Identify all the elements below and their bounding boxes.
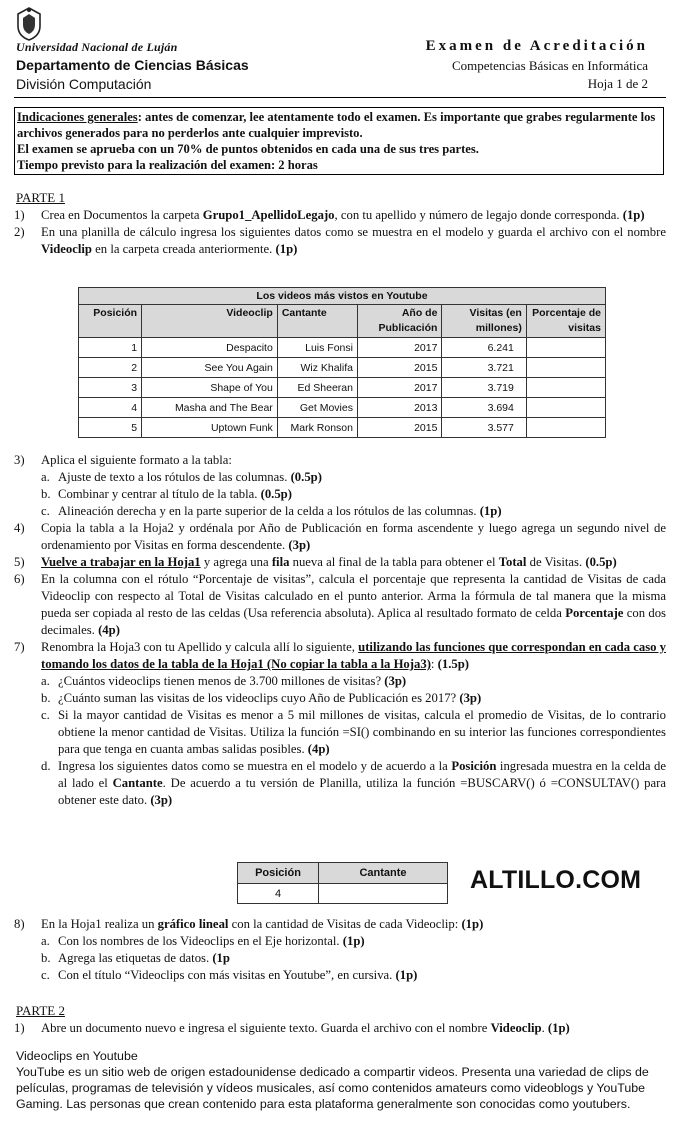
q4-points: (3p) bbox=[288, 538, 311, 552]
q7b-text: ¿Cuánto suman las visitas de los videoclips cuyo Año de Publicación es 2017? bbox=[58, 691, 460, 705]
col-header: Cantante bbox=[319, 863, 448, 884]
q7-points: (1.5p) bbox=[437, 657, 469, 671]
question-7d bbox=[14, 758, 666, 809]
q7c-points: (4p) bbox=[307, 742, 330, 756]
question-3 bbox=[14, 452, 666, 469]
table-cell: 3.721 bbox=[442, 358, 526, 378]
col-header: Cantante bbox=[277, 305, 357, 338]
q5-text3: de Visitas. bbox=[526, 555, 586, 569]
q8-text: En la Hoja1 realiza un bbox=[41, 917, 158, 931]
col-header: Año de Publicación bbox=[357, 305, 441, 338]
col-header: Visitas (en millones) bbox=[442, 305, 526, 338]
question-3b bbox=[14, 486, 666, 503]
q4-number: 4) bbox=[14, 521, 25, 535]
lookup-table bbox=[237, 862, 448, 904]
q7-underlined: utilizando las funciones que correspondan en cada caso y tomando los datos de la tabla de la Hoja1 (No copiar la tabla a la Hoja3) bbox=[41, 640, 667, 671]
q7-number: 7) bbox=[14, 640, 25, 654]
q8-points: (1p) bbox=[461, 917, 484, 931]
table-cell: 4 bbox=[238, 884, 319, 904]
exam-title: Examen de Acreditación bbox=[425, 38, 648, 54]
q7b-points: (3p) bbox=[459, 691, 482, 705]
q2-text2: en la carpeta creada anteriormente. bbox=[92, 242, 276, 256]
q2-text: En una planilla de cálculo ingresa los siguientes datos como se muestra en el modelo y guarda el archivo con el nombre bbox=[41, 225, 666, 239]
question-8a bbox=[14, 933, 666, 950]
table-cell: Get Movies bbox=[277, 398, 357, 418]
table-row bbox=[79, 338, 606, 358]
sample-text-title: Videoclips en Youtube bbox=[16, 1049, 138, 1063]
department-name: Departamento de Ciencias Básicas bbox=[16, 57, 249, 73]
table-cell: 6.241 bbox=[442, 338, 526, 358]
question-7 bbox=[14, 639, 666, 673]
p2q1-filename: Videoclip bbox=[490, 1021, 542, 1035]
table-cell bbox=[526, 378, 605, 398]
q7c-text: Si la mayor cantidad de Visitas es menor a 5 mil millones de visitas, calcula el promedio de Visitas, de lo contrario obtiene la menor cantidad de Visitas. Utiliza la función =SI() combinando en su interior las funciones correspondientes para que tenga en cuanta ambas salidas posibles. bbox=[58, 708, 666, 756]
q8c-points: (1p) bbox=[395, 968, 418, 982]
q5-text2: nueva al final de la tabla para obtener el bbox=[289, 555, 499, 569]
table-cell: 3.719 bbox=[442, 378, 526, 398]
table-cell bbox=[319, 884, 448, 904]
q2-number: 2) bbox=[14, 225, 25, 239]
q3c-letter: c. bbox=[41, 504, 50, 518]
q2-points: (1p) bbox=[275, 242, 298, 256]
q3-number: 3) bbox=[14, 453, 25, 467]
q8a-letter: a. bbox=[41, 934, 50, 948]
university-name: Universidad Nacional de Luján bbox=[16, 40, 178, 54]
q5-number: 5) bbox=[14, 555, 25, 569]
table-cell: 3 bbox=[79, 378, 142, 398]
table-row bbox=[79, 418, 606, 438]
question-5 bbox=[14, 554, 666, 571]
question-7a bbox=[14, 673, 666, 690]
q3b-letter: b. bbox=[41, 487, 51, 501]
question-6 bbox=[14, 571, 666, 639]
table-row bbox=[79, 378, 606, 398]
general-label: Indicaciones generales bbox=[17, 110, 138, 124]
p2q1-points: (1p) bbox=[547, 1021, 570, 1035]
parte1-items-main bbox=[14, 452, 666, 809]
q7d-cantante: Cantante bbox=[112, 776, 163, 790]
division-name: División Computación bbox=[16, 76, 152, 92]
q1-number: 1) bbox=[14, 208, 25, 222]
question-8 bbox=[14, 916, 666, 933]
q3c-text: Alineación derecha y en la parte superior de la celda a los rótulos de las columnas. bbox=[58, 504, 480, 518]
altillo-watermark: ALTILLO.COM bbox=[470, 866, 642, 894]
parte1-title: PARTE 1 bbox=[16, 190, 65, 205]
q1-points: (1p) bbox=[622, 208, 645, 222]
table-cell: 2017 bbox=[357, 338, 441, 358]
table-row bbox=[238, 884, 448, 904]
q1-folder: Grupo1_ApellidoLegajo bbox=[202, 208, 335, 222]
q8a-points: (1p) bbox=[342, 934, 365, 948]
table-cell: 2015 bbox=[357, 418, 441, 438]
table-cell: Luis Fonsi bbox=[277, 338, 357, 358]
parte2-sample-text bbox=[16, 1048, 666, 1112]
question-4 bbox=[14, 520, 666, 554]
general-line1: : antes de comenzar, lee atentamente todo el examen. Es importante que grabes regularmente los archivos generados para no perderlos ante cualquier imprevisto. bbox=[17, 110, 656, 140]
table-cell: 1 bbox=[79, 338, 142, 358]
q8c-text: Con el título “Videoclips con más visitas en Youtube”, en cursiva. bbox=[58, 968, 396, 982]
lookup-header-row bbox=[238, 863, 448, 884]
q6-number: 6) bbox=[14, 572, 25, 586]
q3b-text: Combinar y centrar al título de la tabla. bbox=[58, 487, 261, 501]
table-cell bbox=[526, 358, 605, 378]
table-cell: 2 bbox=[79, 358, 142, 378]
q6-points: (4p) bbox=[98, 623, 120, 637]
videos-table bbox=[78, 287, 606, 438]
q6-text2: con dos decimales. bbox=[41, 606, 666, 637]
header-divider bbox=[14, 97, 666, 98]
q5-total: Total bbox=[498, 555, 527, 569]
q3b-points: (0.5p) bbox=[260, 487, 292, 501]
parte1-items-top bbox=[14, 207, 666, 258]
p2q1-text: Abre un documento nuevo e ingresa el siguiente texto. Guarda el archivo con el nombre bbox=[41, 1021, 491, 1035]
table-cell bbox=[526, 418, 605, 438]
table-cell bbox=[526, 398, 605, 418]
question-3a bbox=[14, 469, 666, 486]
subject-name: Competencias Básicas en Informática bbox=[451, 58, 648, 73]
q7a-points: (3p) bbox=[384, 674, 407, 688]
q8b-letter: b. bbox=[41, 951, 51, 965]
table-cell bbox=[526, 338, 605, 358]
col-header: Videoclip bbox=[142, 305, 278, 338]
p2q1-number: 1) bbox=[14, 1021, 25, 1035]
q2-filename: Videoclip bbox=[41, 242, 92, 256]
q7d-text3: . De acuerdo a tu versión de Planilla, utiliza la función =BUSCARV() ó =CONSULTAV() para obtener este dato. bbox=[58, 776, 666, 807]
question-1 bbox=[14, 207, 666, 224]
table-cell: See You Again bbox=[142, 358, 278, 378]
q8-number: 8) bbox=[14, 917, 25, 931]
general-line2: El examen se aprueba con un 70% de puntos obtenidos en cada una de sus tres partes. bbox=[17, 142, 479, 156]
general-line3: Tiempo previsto para la realización del examen: 2 horas bbox=[17, 158, 318, 172]
table-cell: 2017 bbox=[357, 378, 441, 398]
q7c-letter: c. bbox=[41, 708, 50, 722]
q8-chart-type: gráfico lineal bbox=[157, 917, 229, 931]
q8b-points: (1p bbox=[212, 951, 230, 965]
q7-colon: : bbox=[430, 657, 438, 671]
q3-text: Aplica el siguiente formato a la tabla: bbox=[41, 453, 232, 467]
q8c-letter: c. bbox=[41, 968, 50, 982]
table-header-row bbox=[79, 305, 606, 338]
question-7b bbox=[14, 690, 666, 707]
table-row bbox=[79, 358, 606, 378]
table-cell: 3.694 bbox=[442, 398, 526, 418]
parte2-title: PARTE 2 bbox=[16, 1003, 65, 1018]
q3a-letter: a. bbox=[41, 470, 50, 484]
q7d-points: (3p) bbox=[150, 793, 173, 807]
q6-text: En la columna con el rótulo “Porcentaje de visitas”, calcula el porcentaje que representa la cantidad de Visitas de cada Videoclip con respecto al Total de Visitas calculado en el punto anterior. Arma la fórmula de tal manera que la misma pueda ser copiada al resto de las celdas (Usa referencia absoluta). Aplica al resultado formato de celda bbox=[41, 572, 666, 620]
q8b-text: Agrega las etiquetas de datos. bbox=[58, 951, 213, 965]
table-cell: Shape of You bbox=[142, 378, 278, 398]
table-cell: Wiz Khalifa bbox=[277, 358, 357, 378]
table-cell: 5 bbox=[79, 418, 142, 438]
q3c-points: (1p) bbox=[479, 504, 502, 518]
table-cell: Uptown Funk bbox=[142, 418, 278, 438]
q8-text2: con la cantidad de Visitas de cada Videoclip: bbox=[228, 917, 462, 931]
q1-text: Crea en Documentos la carpeta bbox=[41, 208, 203, 222]
q5-fila: fila bbox=[271, 555, 290, 569]
col-header: Posición bbox=[238, 863, 319, 884]
table-cell: 2015 bbox=[357, 358, 441, 378]
q7d-letter: d. bbox=[41, 759, 51, 773]
page-number: Hoja 1 de 2 bbox=[587, 76, 648, 91]
table-row bbox=[79, 398, 606, 418]
q7b-letter: b. bbox=[41, 691, 51, 705]
q7-text: Renombra la Hoja3 con tu Apellido y calcula allí lo siguiente, bbox=[41, 640, 359, 654]
university-crest-logo bbox=[14, 6, 44, 42]
general-instructions-box bbox=[14, 107, 664, 175]
question-8b bbox=[14, 950, 666, 967]
q6-format: Porcentaje bbox=[565, 606, 624, 620]
q5-text: y agrega una bbox=[200, 555, 272, 569]
table-cell: Masha and The Bear bbox=[142, 398, 278, 418]
q5-underlined: Vuelve a trabajar en la Hoja1 bbox=[41, 555, 201, 569]
q7a-text: ¿Cuántos videoclips tienen menos de 3.700 millones de visitas? bbox=[58, 674, 385, 688]
parte2-items bbox=[14, 1020, 666, 1037]
q1-text2: , con tu apellido y número de legajo donde corresponda. bbox=[334, 208, 623, 222]
sample-text-body: YouTube es un sitio web de origen estadounidense dedicado a compartir videos. Presenta una variedad de clips de películas, programas de televisión y vídeos musicales, así como contenidos amateurs como videoblogs y YouTube Gaming. Las personas que crean contenido para esta plataforma generalmente son conocidas como youtubers. bbox=[16, 1065, 649, 1111]
question-2 bbox=[14, 224, 666, 258]
table-cell: Mark Ronson bbox=[277, 418, 357, 438]
table-caption: Los videos más vistos en Youtube bbox=[79, 288, 606, 305]
col-header: Posición bbox=[79, 305, 142, 338]
q5-points: (0.5p) bbox=[585, 555, 617, 569]
q7a-letter: a. bbox=[41, 674, 50, 688]
q4-text: Copia la tabla a la Hoja2 y ordénala por Año de Publicación en forma ascendente y luego agrega un segundo nivel de ordenamiento por Visitas en forma descendente. bbox=[41, 521, 666, 552]
table-cell: 2013 bbox=[357, 398, 441, 418]
table-cell: 4 bbox=[79, 398, 142, 418]
q3a-text: Ajuste de texto a los rótulos de las columnas. bbox=[58, 470, 291, 484]
question-3c bbox=[14, 503, 666, 520]
col-header: Porcentaje de visitas bbox=[526, 305, 605, 338]
q3a-points: (0.5p) bbox=[290, 470, 322, 484]
table-cell: Ed Sheeran bbox=[277, 378, 357, 398]
q7d-posicion: Posición bbox=[451, 759, 497, 773]
q7d-text2: ingresada muestra en la celda de al lado el bbox=[58, 759, 666, 790]
parte2-question-1 bbox=[14, 1020, 666, 1037]
table-cell: 3.577 bbox=[442, 418, 526, 438]
question-8c bbox=[14, 967, 666, 984]
p2q1-text2: . bbox=[541, 1021, 548, 1035]
table-cell: Despacito bbox=[142, 338, 278, 358]
parte1-items-q8 bbox=[14, 916, 666, 984]
q7d-text: Ingresa los siguientes datos como se muestra en el modelo y de acuerdo a la bbox=[58, 759, 452, 773]
question-7c bbox=[14, 707, 666, 758]
q8a-text: Con los nombres de los Videoclips en el Eje horizontal. bbox=[58, 934, 343, 948]
